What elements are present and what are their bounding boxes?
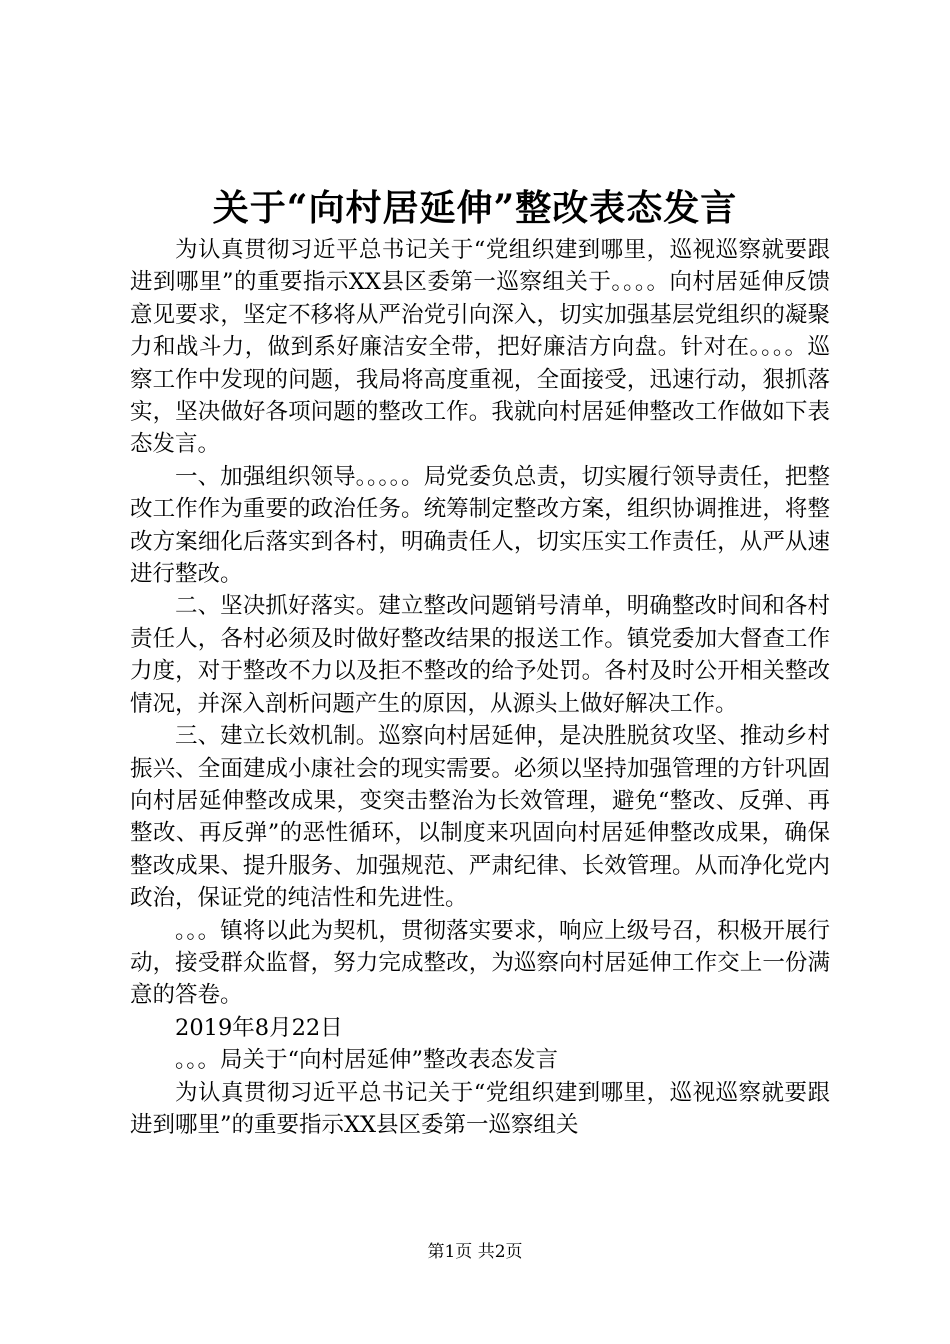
document-body (130, 234, 830, 1141)
paragraph-intro: 为认真贯彻习近平总书记关于“党组织建到哪里，巡视巡察就要跟进到哪里”的重要指示XX县区委第一巡察组关于。。。。向村居延伸反馈意见要求，坚定不移将从严治党引向深入，切实加强基层党组织的凝聚力和战斗力，做到系好廉洁安全带，把好廉洁方向盘。针对在。。。。巡察工作中发现的问题，我局将高度重视，全面接受，迅速行动，狠抓落实，坚决做好各项问题的整改工作。我就向村居延伸整改工作做如下表态发言。 (130, 237, 830, 458)
page-number-footer: 第1页 共2页 (427, 1242, 523, 1262)
second-document-title: 。。。局关于“向村居延伸”整改表态发言 (175, 1047, 559, 1074)
paragraph-conclusion: 。。。镇将以此为契机，贯彻落实要求，响应上级号召，积极开展行动，接受群众监督，努力完成整改，为巡察向村居延伸工作交上一份满意的答卷。 (130, 917, 830, 1009)
paragraph-point-1: 一、加强组织领导。。。。。局党委负总责，切实履行领导责任，把整改工作作为重要的政治任务。统筹制定整改方案，组织协调推进，将整改方案细化后落实到各村，明确责任人，切实压实工作责任，从严从速进行整改。 (130, 463, 830, 588)
paragraph-repeat-intro: 为认真贯彻习近平总书记关于“党组织建到哪里，巡视巡察就要跟进到哪里”的重要指示XX县区委第一巡察组关 (130, 1079, 830, 1138)
paragraph-point-2: 二、坚决抓好落实。建立整改问题销号清单，明确整改时间和各村责任人，各村必须及时做好整改结果的报送工作。镇党委加大督查工作力度，对于整改不力以及拒不整改的给予处罚。各村及时公开相关整改情况，并深入剖析问题产生的原因，从源头上做好解决工作。 (130, 593, 830, 717)
document-date: 2019年8月22日 (175, 1014, 343, 1041)
document-title: 关于“向村居延伸”整改表态发言 (212, 187, 738, 229)
paragraph-point-3: 三、建立长效机制。巡察向村居延伸，是决胜脱贫攻坚、推动乡村振兴、全面建成小康社会的现实需要。必须以坚持加强管理的方针巩固向村居延伸整改成果，变突击整治为长效管理，避免“整改、反弹、再整改、再反弹”的恶性循环，以制度来巩固向村居延伸整改成果，确保整改成果、提升服务、加强规范、严肃纪律、长效管理。从而净化党内政治，保证党的纯洁性和先进性。 (130, 723, 830, 912)
